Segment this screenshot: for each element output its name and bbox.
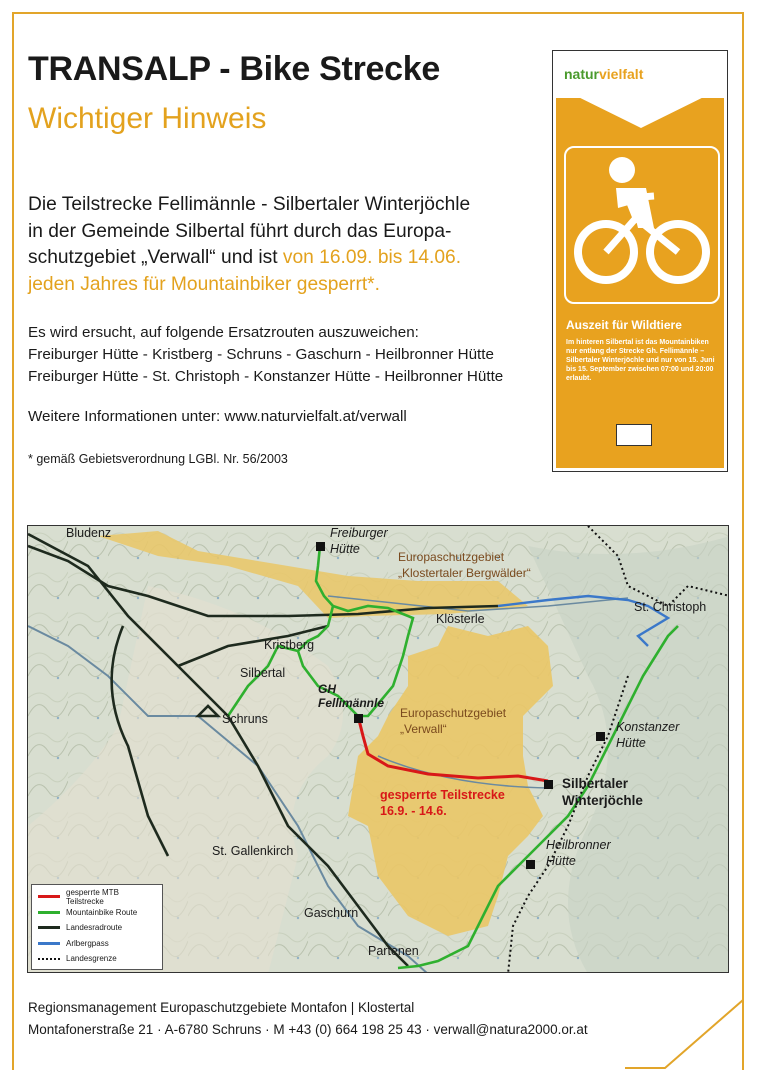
sign-chevron bbox=[556, 84, 726, 144]
legend-swatch-border bbox=[38, 958, 60, 960]
footer-contact: Montafonerstraße 21 · A-6780 Schruns · M +43 (0) 664 198 25 43 · verwall@natura2000.or.at bbox=[28, 1022, 588, 1037]
legend-swatch-mtb bbox=[38, 911, 60, 914]
label-klosterle: Klösterle bbox=[436, 612, 485, 626]
lead-line-3 bbox=[28, 245, 538, 272]
bike-icon-box bbox=[564, 146, 720, 304]
page-title: TRANSALP - Bike Strecke bbox=[28, 50, 440, 88]
label-silbertaler: Silbertaler bbox=[562, 776, 629, 791]
routes-intro: Es wird ersucht, auf folgende Ersatzrouten auszuweichen: bbox=[28, 324, 419, 341]
legend-cycle-route bbox=[38, 920, 156, 936]
legend-closed-route bbox=[38, 889, 156, 905]
heilbronner-hut-marker bbox=[526, 860, 535, 869]
footnote: * gemäß Gebietsverordnung LGBl. Nr. 56/2003 bbox=[28, 452, 288, 466]
label-kristberg: Kristberg bbox=[264, 638, 315, 652]
sign-brand-b: vielfalt bbox=[599, 66, 644, 82]
bike-icon bbox=[566, 148, 718, 302]
label-schruns: Schruns bbox=[222, 712, 268, 726]
label-closed-section-2: 16.9. - 14.6. bbox=[380, 804, 447, 818]
legend-label: gesperrte MTB Teilstrecke bbox=[66, 887, 119, 906]
legend-border bbox=[38, 951, 156, 967]
sign-brand-a: natur bbox=[564, 66, 599, 82]
frame-corner-decoration bbox=[625, 990, 745, 1070]
legend-arlbergpass bbox=[38, 936, 156, 952]
sign-text: Im hinteren Silbertal ist das Mountainbiken nur entlang der Strecke Gh. Fellimännle – Silbertaler Winterjöchle und nur von 15. Juni bis 15. September zwischen 07:00 und 20:00 erlaubt. bbox=[566, 339, 715, 382]
lead-line-2: in der Gemeinde Silbertal führt durch das Europa- bbox=[28, 220, 452, 242]
map-legend bbox=[31, 884, 163, 970]
legend-swatch-closed bbox=[38, 895, 60, 898]
footer-organisation: Regionsmanagement Europaschutzgebiete Montafon | Klostertal bbox=[28, 1000, 415, 1015]
route-map bbox=[27, 525, 729, 973]
legend-swatch-pass bbox=[38, 942, 60, 945]
closure-notice: jeden Jahres für Mountainbiker gesperrt*. bbox=[28, 273, 380, 295]
legend-mtb-route bbox=[38, 905, 156, 921]
route-2: Freiburger Hütte - St. Christoph - Konstanzer Hütte - Heilbronner Hütte bbox=[28, 368, 504, 385]
konstanzer-hut-marker bbox=[596, 732, 605, 741]
label-konstanzer-1: Konstanzer bbox=[616, 720, 680, 734]
alternative-routes bbox=[28, 322, 548, 388]
label-eu-klostertal-1: Europaschutzgebiet bbox=[398, 550, 505, 564]
lead-line-1: Die Teilstrecke Fellimännle - Silbertaler Winterjöchle bbox=[28, 194, 471, 215]
label-st-gallenkirch: St. Gallenkirch bbox=[212, 844, 294, 858]
sign-background bbox=[556, 54, 724, 468]
legend-swatch-cycle bbox=[38, 926, 60, 929]
label-eu-verwall-1: Europaschutzgebiet bbox=[400, 706, 507, 720]
sign-heading: Auszeit für Wildtiere bbox=[566, 318, 682, 332]
label-silbertal: Silbertal bbox=[240, 666, 286, 680]
label-fellimannle: Fellimännle bbox=[318, 696, 385, 710]
label-freiburger-1: Freiburger bbox=[330, 526, 388, 540]
freiburger-hut-marker bbox=[316, 542, 325, 551]
winterjochle-marker bbox=[544, 780, 553, 789]
more-info-link[interactable]: Weitere Informationen unter: www.naturvielfalt.at/verwall bbox=[28, 408, 407, 425]
page-subtitle: Wichtiger Hinweis bbox=[28, 102, 267, 135]
label-gh: GH bbox=[318, 682, 336, 696]
route-1: Freiburger Hütte - Kristberg - Schruns - Gaschurn - Heilbronner Hütte bbox=[28, 346, 494, 363]
label-closed-section-1: gesperrte Teilstrecke bbox=[380, 788, 505, 802]
closure-dates: von 16.09. bis 14.06. bbox=[282, 247, 462, 268]
legend-label: Landesradroute bbox=[66, 923, 123, 933]
label-partenen: Partenen bbox=[368, 944, 419, 958]
label-bludenz: Bludenz bbox=[66, 526, 112, 540]
fellimannle-marker bbox=[354, 714, 363, 723]
legend-label: Mountainbike Route bbox=[66, 907, 138, 917]
sign-partner-logo bbox=[616, 424, 652, 446]
label-st-christoph: St. Christoph bbox=[634, 600, 707, 614]
label-konstanzer-2: Hütte bbox=[616, 736, 646, 750]
lead-paragraph bbox=[28, 192, 538, 298]
wildlife-sign-image bbox=[552, 50, 728, 472]
label-heilbronner-1: Heilbronner bbox=[546, 838, 611, 852]
label-heilbronner-2: Hütte bbox=[546, 854, 576, 868]
label-eu-klostertal-2: „Klostertaler Bergwälder“ bbox=[398, 566, 531, 580]
label-eu-verwall-2: „Verwall“ bbox=[400, 722, 447, 736]
sign-brand-logo bbox=[564, 66, 643, 82]
legend-label: Landesgrenze bbox=[66, 954, 117, 964]
label-gaschurn: Gaschurn bbox=[304, 906, 359, 920]
label-winterjochle: Winterjöchle bbox=[562, 793, 643, 808]
lead-line-3-text: schutzgebiet „Verwall“ und ist bbox=[28, 247, 283, 268]
legend-label: Arlbergpass bbox=[66, 938, 109, 948]
label-freiburger-2: Hütte bbox=[330, 542, 360, 556]
